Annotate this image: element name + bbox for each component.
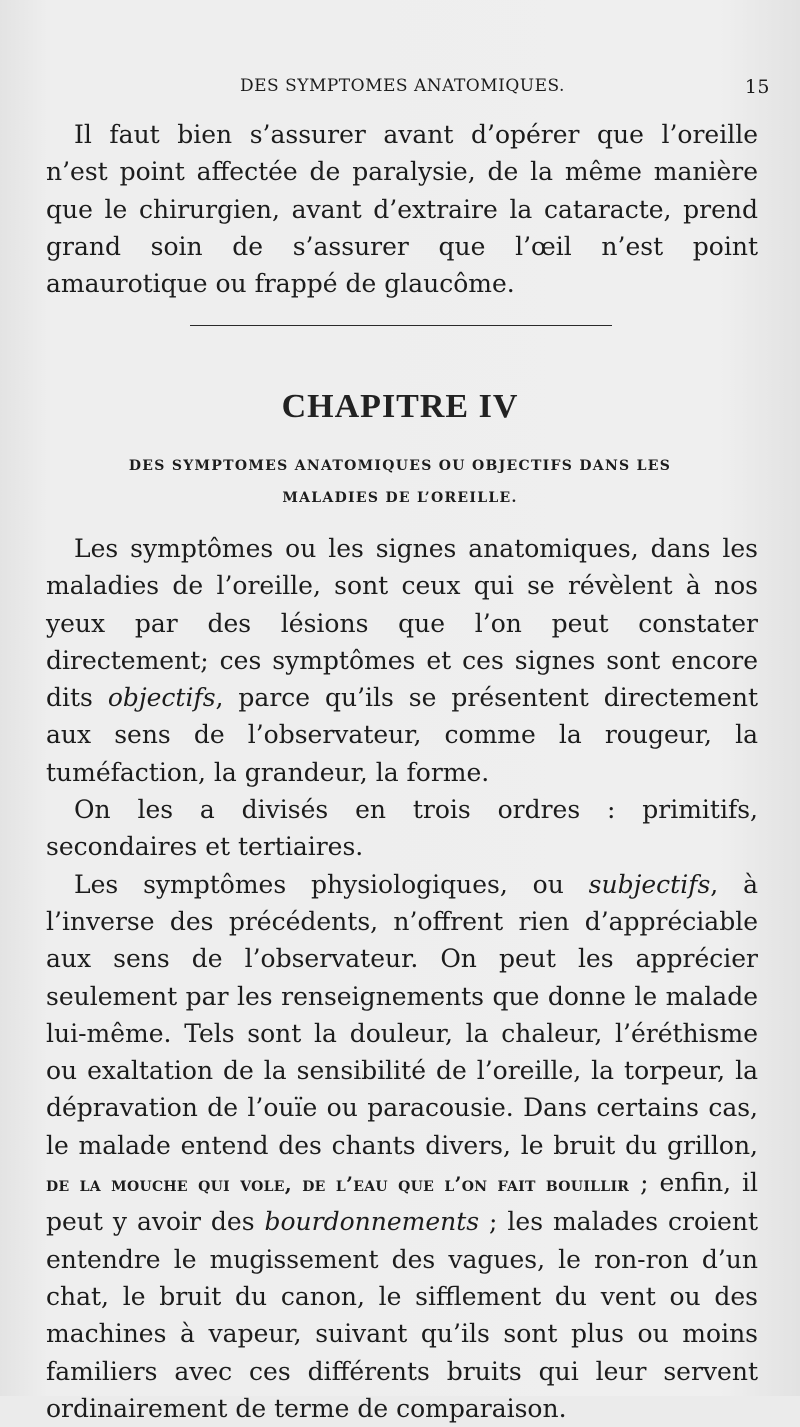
chapter-subtitle-line-1: DES SYMPTOMES ANATOMIQUES OU OBJECTIFS DANS LES <box>128 458 672 474</box>
chapter-subtitle <box>120 450 680 514</box>
p3-text-d: ; les malades croient entendre le mugissement des vagues, le ron-ron d’un chat, le bruit du canon, le sifflement du vent ou des machines à vapeur, suivant qu’ils sont plus ou moins familiers avec ces différents bruits qui leur servent ordinairement de terme de comparaison. <box>46 1207 758 1423</box>
p3-text-b: , à l’inverse des précédents, n’offrent rien d’appréciable aux sens de l’observateur. On peut les apprécier seulement par les renseignements que donne le malade lui-même. Tels sont la douleur, la chaleur, l’éréthisme ou exaltation de la sensibilité de l’oreille, la torpeur, la dépravation de l’ouïe ou paracousie. Dans certains cas, le malade entend des chants divers, le bruit du grillon, <box>46 869 758 1160</box>
p1-text-b: , parce qu’ils se présentent directement aux sens de l’observateur, comme la rougeur, la tuméfaction, la grandeur, la forme. <box>46 683 758 787</box>
paragraph-objective-symptoms <box>46 530 758 791</box>
chapter-title: CHAPITRE IV <box>281 388 519 425</box>
p1-italic: objectifs <box>107 683 216 713</box>
running-title: DES SYMPTOMES ANATOMIQUES. <box>240 76 565 96</box>
chapter-subtitle-line-2: MALADIES DE L’OREILLE. <box>282 490 518 506</box>
p1-text-a: Les symptômes ou les signes anatomiques, dans les maladies de l’oreille, sont ceux qui se révèlent à nos yeux par des lésions que l’on peut constater directement; ces symptômes et ces signes sont encore dits <box>46 534 758 713</box>
intro-paragraph: Il faut bien s’assurer avant d’opérer que l’oreille n’est point affectée de paralysie, de la même manière que le chirurgien, avant d’extraire la cataracte, prend grand soin de s’assurer que l’œil n’est point amaurotique ou frappé de glaucôme. <box>46 120 758 299</box>
p3-small-caps: de la mouche qui vole, de l’eau que l’on fait bouillir <box>46 1172 630 1197</box>
page-number: 15 <box>744 76 770 98</box>
paragraph-orders: On les a divisés en trois ordres : primitifs, secondaires et tertiaires. <box>46 795 758 862</box>
chapter-body <box>46 530 758 1427</box>
section-divider <box>190 325 612 326</box>
p3-text-a: Les symptômes physiologiques, ou <box>74 869 589 899</box>
paragraph-subjective-symptoms <box>46 866 758 1427</box>
intro-paragraph-block <box>46 116 758 302</box>
p3-text-c: ; enfin, il peut y avoir des <box>46 1168 758 1237</box>
p3-italic: subjectifs <box>588 869 711 899</box>
p3-italic-2: bourdonnements <box>264 1207 480 1237</box>
running-head <box>240 76 770 102</box>
